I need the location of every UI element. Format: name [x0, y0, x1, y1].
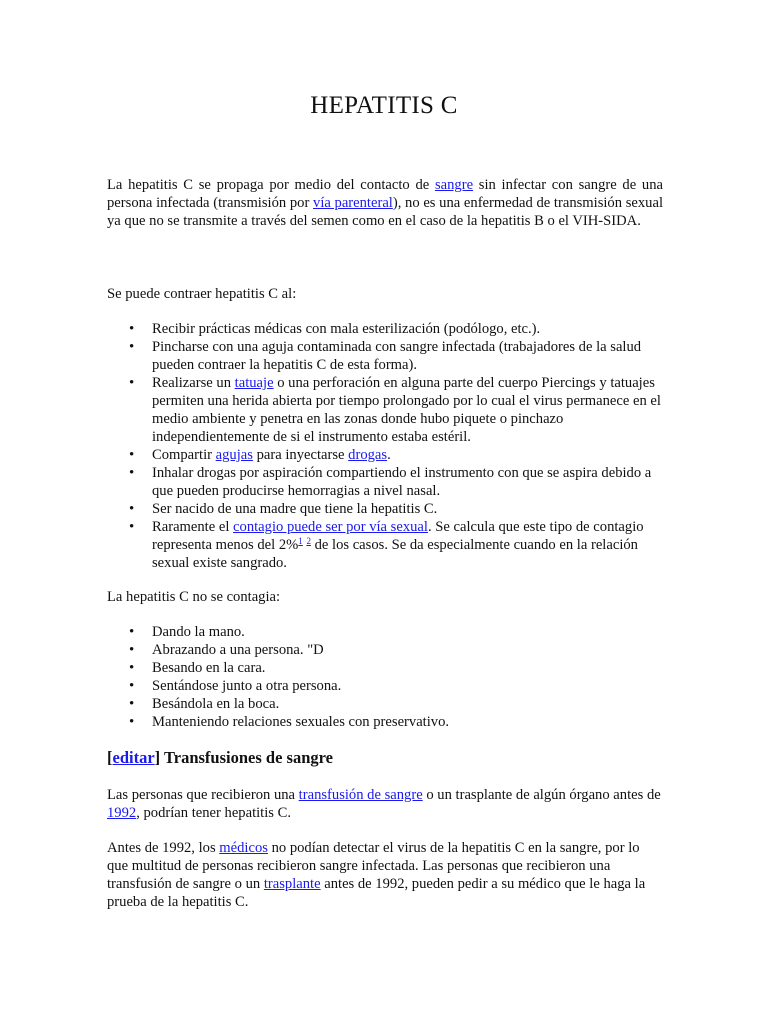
link-transfusion-de-sangre[interactable]: transfusión de sangre [298, 787, 423, 803]
contraer-intro: Se puede contraer hepatitis C al: [107, 286, 297, 302]
link-sangre[interactable]: sangre [434, 177, 474, 193]
footnote-ref-1[interactable]: 1 [298, 536, 303, 546]
edit-link[interactable]: editar [112, 748, 155, 767]
no-contagia-list [107, 623, 663, 731]
link-drogas[interactable]: drogas [348, 447, 388, 463]
transfusion-paragraph: Las personas que recibieron una transfusión de sangre o un trasplante de algún órgano antes de 1992, podrían tener hepatitis C. [107, 787, 661, 821]
list-item: • Inhalar drogas por aspiración compartiendo el instrumento con que se aspira debido a que pueden producirse hemorragias a nivel nasal. [107, 464, 663, 500]
footnote-ref-2[interactable]: 2 [306, 536, 311, 546]
list-item: • Compartir agujas para inyectarse drogas. [107, 446, 663, 464]
link-agujas[interactable]: agujas [215, 447, 253, 463]
list-item: • Abrazando a una persona. "D [107, 641, 663, 659]
link-1992[interactable]: 1992 [107, 805, 137, 821]
page-title: HEPATITIS C [310, 92, 458, 119]
list-item: • Besándola en la boca. [107, 695, 663, 713]
no-contagia-intro: La hepatitis C no se contagia: [107, 589, 281, 605]
link-contagio-sexual[interactable]: contagio puede ser por vía sexual [233, 519, 428, 535]
link-medicos[interactable]: médicos [219, 840, 268, 856]
list-item: • Besando en la cara. [107, 659, 663, 677]
antes-paragraph: Antes de 1992, los médicos no podían detectar el virus de la hepatitis C en la sangre, por lo que multitud de personas recibieron sangre infectada. Las personas que recibieron una transfusión de sangre o un trasplante antes de 1992, pueden pedir a su médico que le haga la prueba de la hepatitis C. [107, 840, 646, 910]
list-item: • Manteniendo relaciones sexuales con preservativo. [107, 713, 663, 731]
list-item: • Dando la mano. [107, 623, 663, 641]
list-item: • Sentándose junto a otra persona. [107, 677, 663, 695]
intro-paragraph: La hepatitis C se propaga por medio del contacto de sangre sin infectar con sangre de una persona infectada (transmisión por vía parenteral), no es una enfermedad de transmisión sexual ya que no se transmite a través del semen como en el caso de la hepatitis B o el VIH-SIDA. [107, 177, 663, 229]
section-heading: [editar] Transfusiones de sangre [107, 748, 333, 767]
list-item: • Raramente el contagio puede ser por vía sexual. Se calcula que este tipo de contagio representa menos del 2%$^1$ $^2$ de los casos. Se da especialmente cuando en la relación sexual existe sangrado. [107, 518, 663, 572]
link-tatuaje[interactable]: tatuaje [234, 375, 274, 391]
list-item: • Recibir prácticas médicas con mala esterilización (podólogo, etc.). [107, 320, 663, 338]
list-item: • Ser nacido de una madre que tiene la hepatitis C. [107, 500, 663, 518]
link-via-parenteral[interactable]: vía parenteral [313, 195, 393, 211]
link-trasplante[interactable]: trasplante [263, 876, 321, 892]
contraer-list [107, 320, 663, 572]
list-item: • Pincharse con una aguja contaminada con sangre infectada (trabajadores de la salud pueden contraer la hepatitis C de esta forma). [107, 338, 663, 374]
list-item: • Realizarse un tatuaje o una perforación en alguna parte del cuerpo Piercings y tatuajes permiten una herida abierta por tiempo prolongado por lo cual el virus permanece en el medio ambiente y penetra en las zonas donde hubo piquete o pinchazo independientemente de si el instrumento estaba estéril. [107, 374, 663, 446]
